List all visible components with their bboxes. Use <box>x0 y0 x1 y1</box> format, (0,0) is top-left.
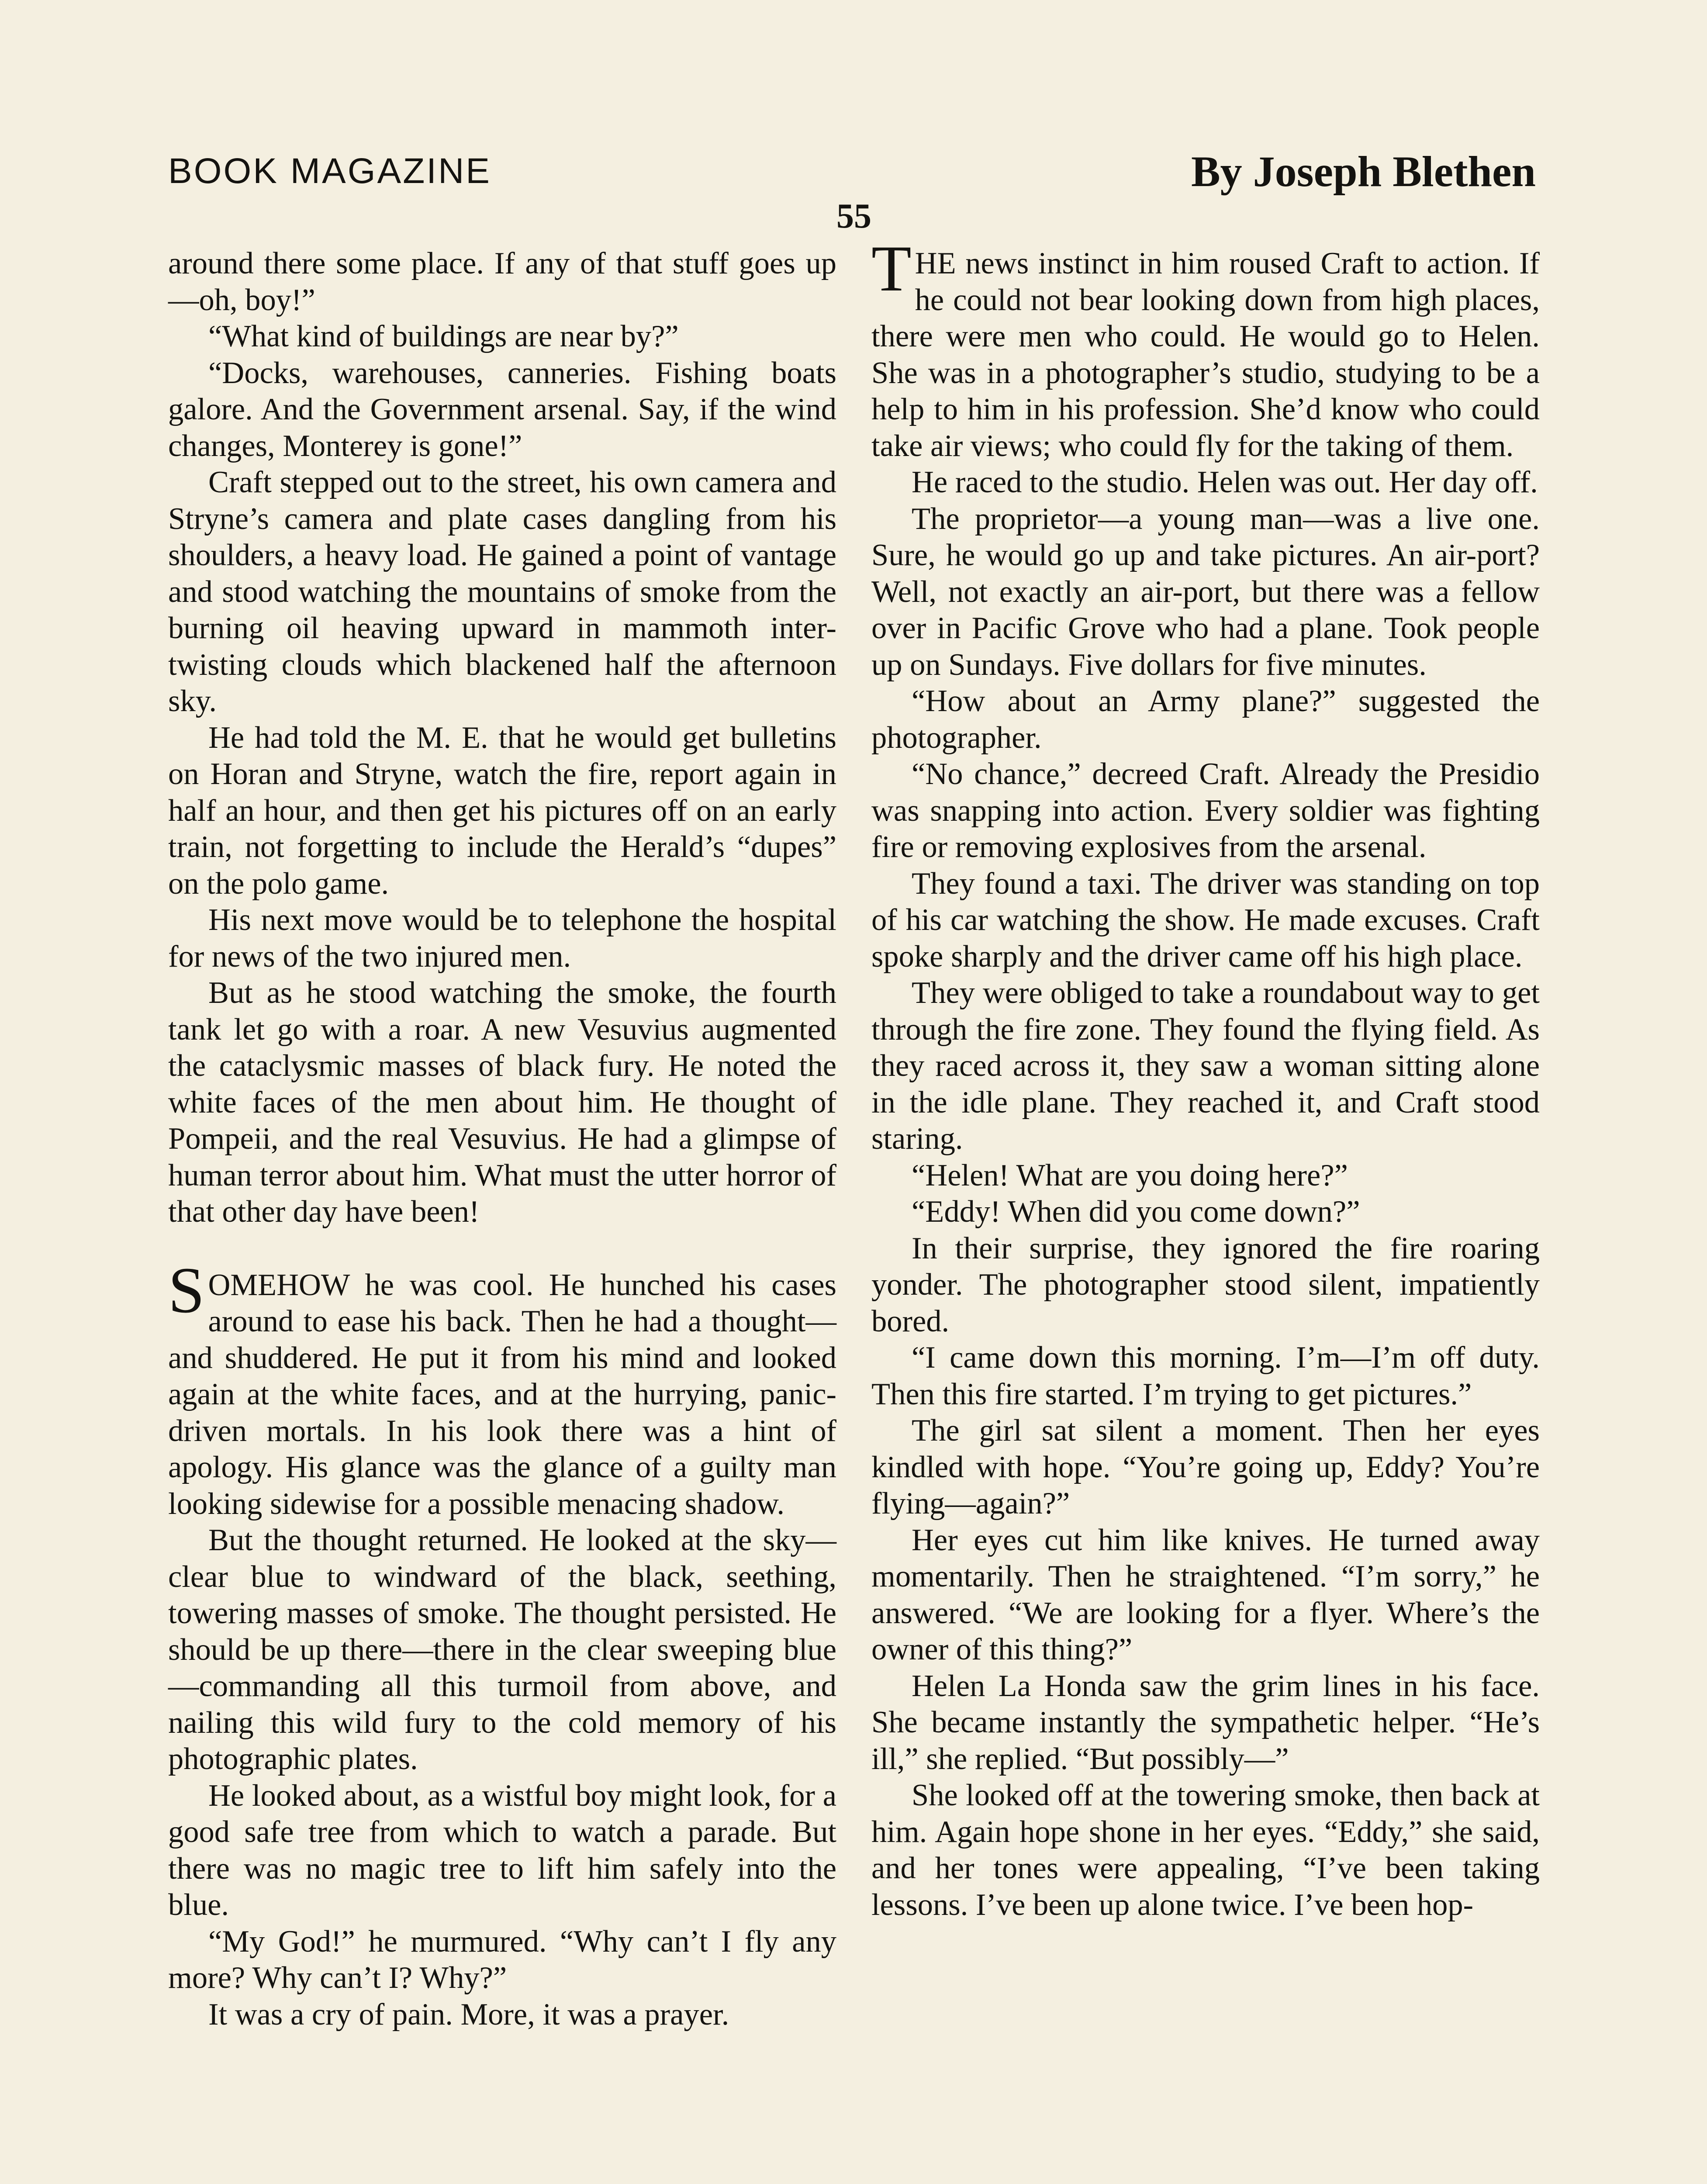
running-head-magazine: BOOK MAGAZINE <box>168 151 491 191</box>
running-head-author: By Joseph Blethen <box>1191 147 1536 196</box>
paragraph: They found a taxi. The driver was standing on top of his car watching the show. He made excuses. Craft spoke sharply and the driver came off his high place. <box>871 866 1540 974</box>
paragraph: But the thought returned. He looked at the sky—clear blue to windward of the black, seething, towering masses of smoke. The thought persisted. He should be up there—there in the clear sweeping blue—commanding all this turmoil from above, and nailing this wild fury to the cold memory of his photographic plates. <box>168 1523 836 1776</box>
paragraph: “My God!” he murmured. “Why can’t I fly any more? Why can’t I? Why?” <box>168 1924 836 1995</box>
paragraph: They were obliged to take a roundabout way to get through the fire zone. They found the flying field. As they raced across it, they saw a woman sitting alone in the idle plane. They reached it, and Craft stood staring. <box>871 976 1540 1156</box>
paragraph: He raced to the studio. Helen was out. Her day off. <box>912 465 1538 499</box>
paragraph: “Eddy! When did you come down?” <box>912 1195 1360 1229</box>
paragraph: “Helen! What are you doing here?” <box>912 1158 1348 1192</box>
section-opening-paragraph: THE news instinct in him roused Craft to action. If he could not bear looking down from high places, there were men who could. He would go to Helen. She was in a photographer’s studio, studying to be a help to him in his profession. She’d know who could take air views; who could fly for the taking of them. <box>871 232 1540 463</box>
paragraph: “No chance,” decreed Craft. Already the Presidio was snapping into action. Every soldier was fighting fire or removing explosives from the arsenal. <box>871 757 1540 864</box>
paragraph: The girl sat silent a moment. Then her eyes kindled with hope. “You’re going up, Eddy? You’re flying—again?” <box>871 1413 1540 1521</box>
left-column <box>168 245 836 2033</box>
paragraph: “I came down this morning. I’m—I’m off duty. Then this fire started. I’m trying to get pictures.” <box>871 1341 1540 1411</box>
paragraph: In their surprise, they ignored the fire roaring yonder. The photographer stood silent, impatiently bored. <box>871 1231 1540 1338</box>
page-number: 55 <box>836 197 871 235</box>
paragraph: “What kind of buildings are near by?” <box>208 319 679 353</box>
section-opening-paragraph: SOMEHOW he was cool. He hunched his cases around to ease his back. Then he had a thought—and shuddered. He put it from his mind and looked again at the white faces, and at the hurrying, panic-driven mortals. In his look there was a hint of apology. His glance was the glance of a guilty man looking sidewise for a possible menacing shadow. <box>168 1254 836 1521</box>
paragraph: He had told the M. E. that he would get bulletins on Horan and Stryne, watch the fire, report again in half an hour, and then get his pictures off on an early train, not forgetting to include the Herald’s “dupes” on the polo game. <box>168 720 836 901</box>
paragraph: Helen La Honda saw the grim lines in his face. She became instantly the sympathetic helper. “He’s ill,” she replied. “But possibly—” <box>871 1669 1540 1776</box>
paragraph: “Docks, warehouses, canneries. Fishing boats galore. And the Government arsenal. Say, if the wind changes, Monterey is gone!” <box>168 356 836 463</box>
paragraph: “How about an Army plane?” suggested the photographer. <box>871 684 1540 755</box>
paragraph: Her eyes cut him like knives. He turned away momentarily. Then he straightened. “I’m sorry,” he answered. “We are looking for a flyer. Where’s the owner of this thing?” <box>871 1523 1540 1666</box>
paragraph: But as he stood watching the smoke, the fourth tank let go with a roar. A new Vesuvius augmented the cataclysmic masses of black fury. He noted the white faces of the men about him. He thought of Pompeii, and the real Vesuvius. He had a glimpse of human terror about him. What must the utter horror of that other day have been! <box>168 976 836 1229</box>
paragraph: He looked about, as a wistful boy might look, for a good safe tree from which to watch a parade. But there was no magic tree to lift him safely into the blue. <box>168 1778 836 1922</box>
paragraph: It was a cry of pain. More, it was a prayer. <box>208 1997 729 2032</box>
paragraph: Craft stepped out to the street, his own camera and Stryne’s camera and plate cases dangling from his shoulders, a heavy load. He gained a point of vantage and stood watching the mountains of smoke from the burning oil heaving upward in mammoth inter-twisting clouds which blackened half the afternoon sky. <box>168 465 836 718</box>
paragraph: She looked off at the towering smoke, then back at him. Again hope shone in her eyes. “Eddy,” she said, and her tones were appealing, “I’ve been taking lessons. I’ve been up alone twice. I’ve been hop- <box>871 1778 1540 1922</box>
paragraph: around there some place. If any of that stuff goes up—oh, boy!” <box>168 246 836 317</box>
paragraph: The proprietor—a young man—was a live one. Sure, he would go up and take pictures. An air-port? Well, not exactly an air-port, but there was a fellow over in Pacific Grove who had a plane. Took people up on Sundays. Five dollars for five minutes. <box>871 501 1540 682</box>
paragraph: His next move would be to telephone the hospital for news of the two injured men. <box>168 903 836 974</box>
right-column <box>871 232 1540 1923</box>
